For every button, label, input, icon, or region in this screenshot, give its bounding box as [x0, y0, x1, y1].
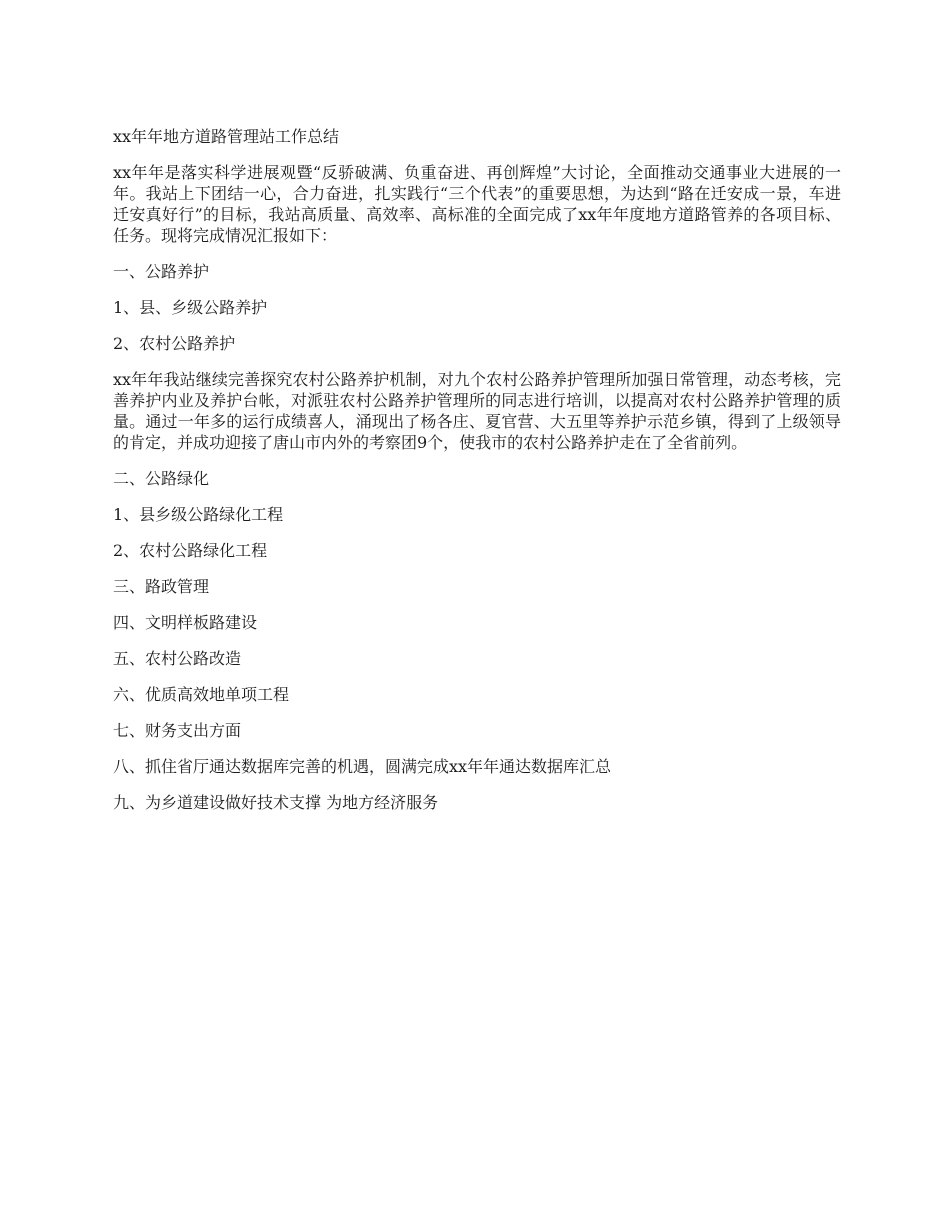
intro-paragraph: xx年年是落实科学进展观暨“反骄破满、负重奋进、再创辉煌”大讨论，全面推动交通事业大进展的一年。我站上下团结一心，合力奋进，扎实践行“三个代表”的重要思想，为达到“路在迁安成一景，车进迁安真好行”的目标，我站高质量、高效率、高标准的全面完成了xx年年度地方道路管养的各项目标、任务。现将完成情况汇报如下： [113, 163, 841, 245]
document-body [113, 126, 841, 828]
subsection-heading-2-2: 2、农村公路绿化工程 [113, 541, 268, 560]
rural-maintenance-paragraph: xx年年我站继续完善探究农村公路养护机制，对九个农村公路养护管理所加强日常管理，动态考核，完善养护内业及养护台帐，对派驻农村公路养护管理所的同志进行培训，以提高对农村公路养护管理的质量。通过一年多的运行成绩喜人，涌现出了杨各庄、夏官营、大五里等养护示范乡镇，得到了上级领导的肯定，并成功迎接了唐山市内外的考察团9个，使我市的农村公路养护走在了全省前列。 [113, 370, 841, 452]
section-heading-9: 九、为乡道建设做好技术支撑 为地方经济服务 [113, 793, 439, 812]
section-heading-5: 五、农村公路改造 [113, 649, 242, 668]
section-heading-8: 八、抓住省厅通达数据库完善的机遇，圆满完成xx年年通达数据库汇总 [113, 757, 612, 776]
section-heading-4: 四、文明样板路建设 [113, 613, 258, 632]
section-heading-7: 七、财务支出方面 [113, 721, 242, 740]
document-title: xx年年地方道路管理站工作总结 [113, 127, 340, 146]
subsection-heading-1-2: 2、农村公路养护 [113, 334, 236, 353]
subsection-heading-1-1: 1、县、乡级公路养护 [113, 298, 268, 317]
subsection-heading-2-1: 1、县乡级公路绿化工程 [113, 505, 284, 524]
section-heading-2: 二、公路绿化 [113, 469, 210, 488]
section-heading-3: 三、路政管理 [113, 577, 210, 596]
section-heading-6: 六、优质高效地单项工程 [113, 685, 290, 704]
section-heading-1: 一、公路养护 [113, 262, 210, 281]
